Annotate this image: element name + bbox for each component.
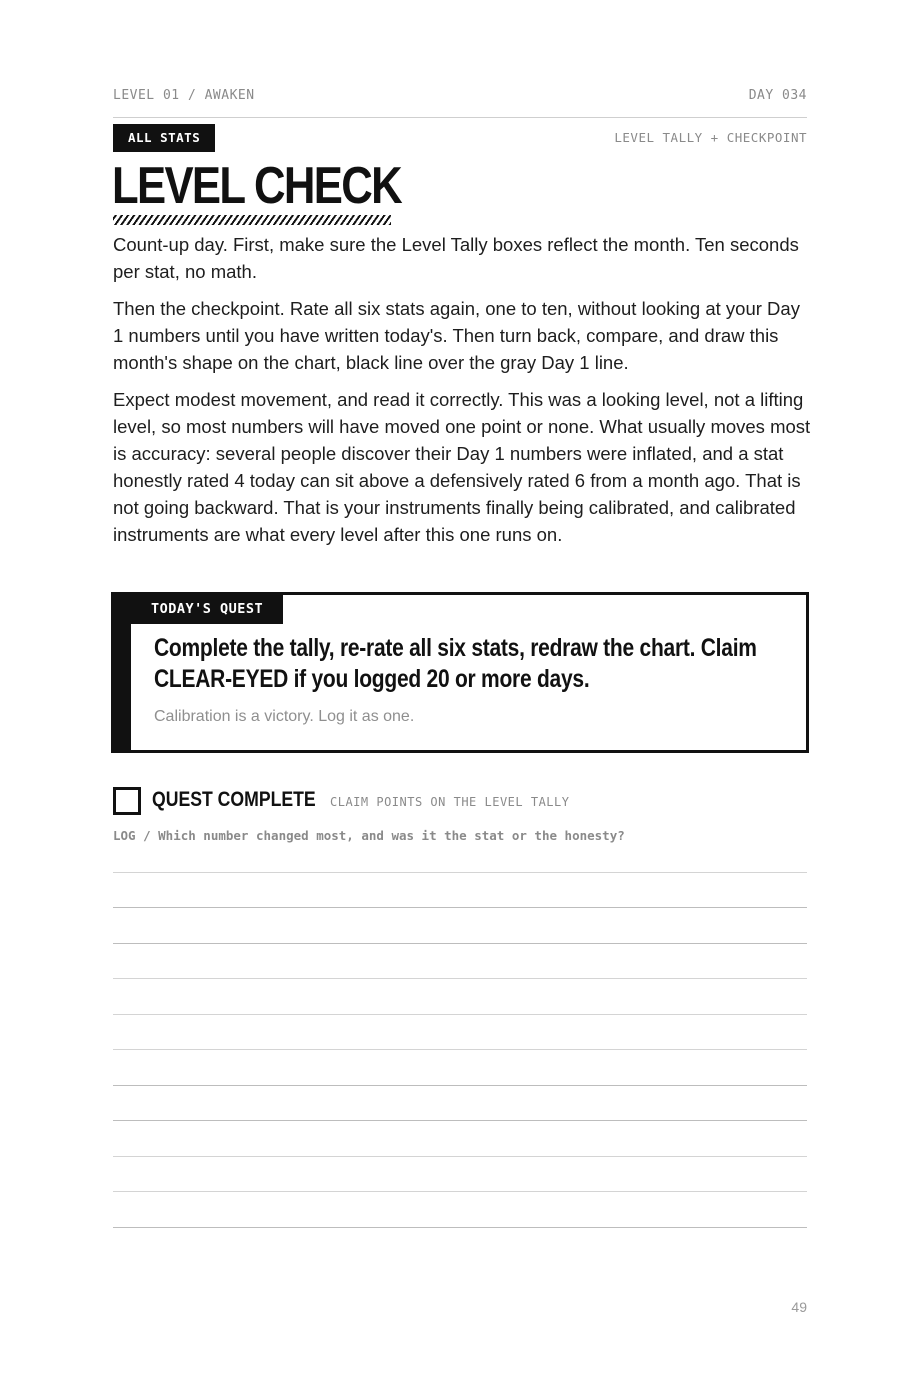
- log-writing-line[interactable]: [113, 872, 807, 873]
- log-writing-line[interactable]: [113, 1049, 807, 1050]
- quest-complete-row: [113, 786, 807, 814]
- quest-box: [111, 592, 809, 753]
- workbook-page: [112, 0, 811, 1388]
- level-label: LEVEL 01 / AWAKEN: [113, 88, 255, 103]
- header-divider: [113, 117, 807, 118]
- quest-complete-label: QUEST COMPLETE: [152, 788, 316, 811]
- quest-side-bar: [114, 595, 131, 750]
- day-label: DAY 034: [748, 88, 807, 103]
- log-writing-line[interactable]: [113, 1014, 807, 1015]
- section-tag: ALL STATS: [113, 124, 215, 152]
- paragraph-2: Then the checkpoint. Rate all six stats again, one to ten, without looking at your Day 1 numbers until you have written today's. Then turn back, compare, and draw this month's shape on the chart, black line over the gray Day 1 line.: [113, 298, 800, 373]
- claim-points-hint: CLAIM POINTS ON THE LEVEL TALLY: [330, 795, 570, 809]
- log-writing-line[interactable]: [113, 1156, 807, 1157]
- page-number: 49: [791, 1299, 807, 1315]
- quest-tag: TODAY'S QUEST: [131, 595, 283, 624]
- log-writing-line[interactable]: [113, 1227, 807, 1228]
- running-header: [113, 88, 807, 103]
- log-writing-line[interactable]: [113, 978, 807, 979]
- log-writing-line[interactable]: [113, 1191, 807, 1192]
- log-writing-line[interactable]: [113, 1085, 807, 1086]
- quest-note: Calibration is a victory. Log it as one.: [154, 708, 415, 725]
- paragraph-3: Expect modest movement, and read it correctly. This was a looking level, not a lifting level, so most numbers will have moved one point or none. What usually moves most is accuracy: several people discover their Day 1 numbers were inflated, and a stat honestly rated 4 today can sit above a defensively rated 6 from a month ago. That is not going backward. That is your instruments finally being calibrated, and calibrated instruments are what every level after this one runs on.: [113, 389, 811, 545]
- quest-complete-checkbox[interactable]: [113, 787, 141, 815]
- paragraph-1: Count-up day. First, make sure the Level Tally boxes reflect the month. Ten seconds per stat, no math.: [113, 234, 799, 282]
- title-hatch-underline: [113, 215, 391, 225]
- section-subtitle: LEVEL TALLY + CHECKPOINT: [614, 130, 807, 145]
- quest-text: Complete the tally, re-rate all six stats, redraw the chart. Claim CLEAR-EYED if you logged 20 or more days.: [154, 634, 757, 693]
- log-writing-line[interactable]: [113, 907, 807, 908]
- log-prompt: LOG / Which number changed most, and was it the stat or the honesty?: [113, 828, 625, 843]
- page-title: LEVEL CHECK: [112, 157, 401, 215]
- log-writing-line[interactable]: [113, 943, 807, 944]
- log-writing-line[interactable]: [113, 1120, 807, 1121]
- body-text: [113, 231, 813, 558]
